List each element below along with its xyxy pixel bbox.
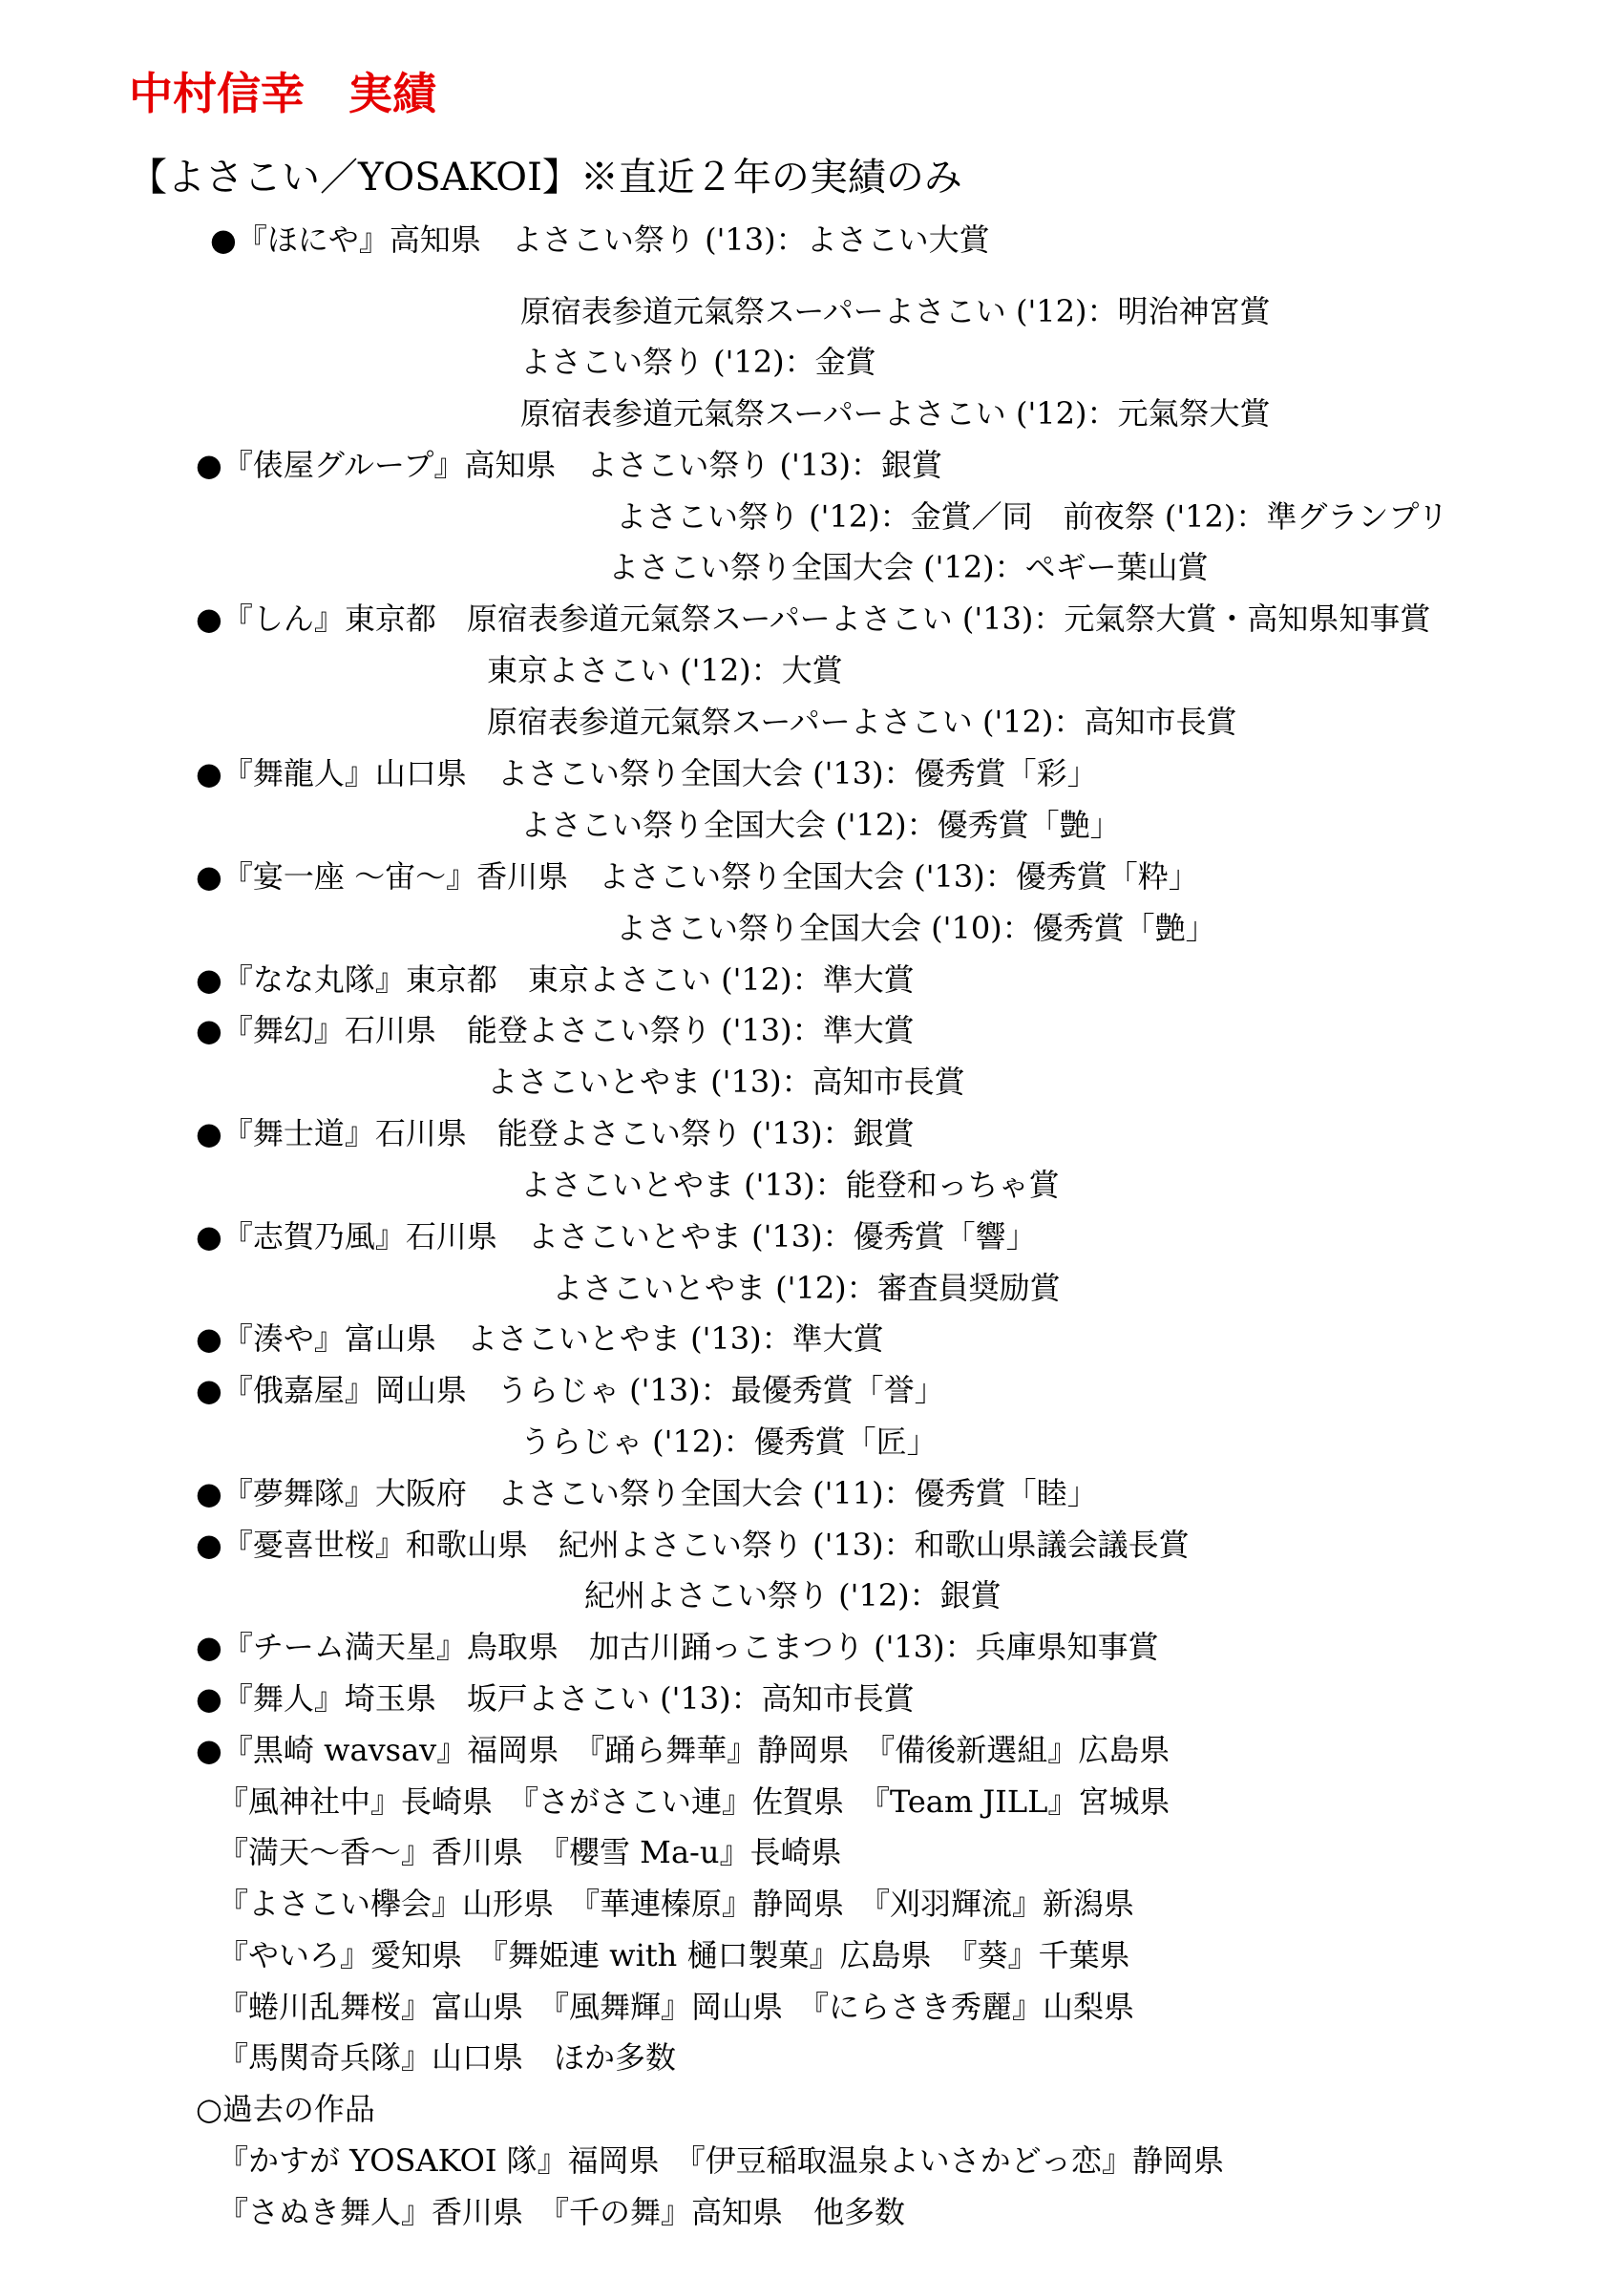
list-item-text: 『馬関奇兵隊』山口県 ほか多数: [218, 2039, 677, 2076]
list-item: [584, 1575, 1002, 1615]
list-item: [218, 1987, 1134, 2027]
list-item-text: 『さぬき舞人』香川県 『千の舞』高知県 他多数: [218, 2194, 906, 2230]
list-item-text: ●『舞龍人』山口県 よさこい祭り全国大会 ('13)：優秀賞「彩」: [196, 755, 1098, 791]
list-item-text: 『かすが YOSAKOI 隊』福岡県 『伊豆稲取温泉よいさかどっ恋』静岡県: [218, 2142, 1225, 2179]
list-item: [210, 220, 990, 260]
list-item-text: よさこい祭り全国大会 ('12)：優秀賞「艶」: [520, 807, 1121, 843]
list-item: [196, 1678, 915, 1719]
list-item: [218, 2037, 676, 2078]
list-item: [487, 702, 1236, 742]
list-item-text: ●『湊や』富山県 よさこいとやま ('13)：準大賞: [196, 1320, 884, 1357]
list-item-text: ●『舞人』埼玉県 坂戸よさこい ('13)：高知市長賞: [196, 1680, 915, 1717]
list-item: [520, 342, 876, 382]
list-item: [487, 650, 843, 690]
list-item: [196, 1525, 1190, 1565]
list-item-text: ●『黒崎 wavsav』福岡県 『踊ら舞華』静岡県 『備後新選組』広島県: [196, 1732, 1171, 1768]
list-item: [520, 393, 1270, 433]
list-item: [218, 1884, 1134, 1924]
list-item-text: よさこいとやま ('12)：審査員奨励賞: [552, 1270, 1061, 1306]
list-item-text: 『風神社中』長崎県 『さがさこい連』佐賀県 『Team JILL』宮城県: [218, 1783, 1171, 1820]
list-item-text: 原宿表参道元氣祭スーパーよさこい ('12)：明治神宮賞: [520, 293, 1271, 329]
list-item: [196, 1473, 1098, 1513]
list-item-text: よさこい祭り全国大会 ('12)：ペギー葉山賞: [608, 549, 1209, 585]
list-item: [487, 1062, 965, 1102]
list-item: [196, 1318, 884, 1359]
list-item-text: ●『俵屋グループ』高知県 よさこい祭り ('13)：銀賞: [196, 447, 943, 483]
list-item: [196, 445, 942, 485]
list-item: [520, 1422, 938, 1462]
list-item: [520, 291, 1270, 331]
list-item-text: ●『夢舞隊』大阪府 よさこい祭り全国大会 ('11)：優秀賞「睦」: [196, 1475, 1098, 1511]
list-item: [218, 1782, 1170, 1822]
list-item: [196, 1216, 1037, 1256]
list-item-text: ○過去の作品: [196, 2091, 375, 2127]
list-item-text: ●『憂喜世桜』和歌山県 紀州よさこい祭り ('13)：和歌山県議会議長賞: [196, 1527, 1190, 1563]
list-item-text: よさこい祭り ('12)：金賞: [520, 344, 876, 380]
list-item: [196, 856, 1199, 896]
list-item: [196, 1627, 1159, 1667]
list-item-text: 原宿表参道元氣祭スーパーよさこい ('12)：高知市長賞: [487, 704, 1237, 740]
list-item-text: 『よさこい欅会』山形県 『華連榛原』静岡県 『刈羽輝流』新潟県: [218, 1886, 1135, 1922]
list-item: [196, 1010, 915, 1050]
list-item: [552, 1268, 1061, 1308]
list-item-text: 『やいろ』愛知県 『舞姫連 with 樋口製菓』広島県 『葵』千葉県: [218, 1937, 1130, 1973]
list-item: [196, 1730, 1170, 1770]
list-item-text: ●『しん』東京都 原宿表参道元氣祭スーパーよさこい ('13)：元氣祭大賞・高知県知事賞: [196, 601, 1431, 637]
list-item: [616, 496, 1448, 537]
list-item: [196, 753, 1098, 793]
list-item: [218, 1832, 841, 1872]
list-item-text: ●『なな丸隊』東京都 東京よさこい ('12)：準大賞: [196, 961, 915, 998]
list-item-text: よさこい祭り全国大会 ('10)：優秀賞「艶」: [616, 910, 1216, 946]
list-item-text: 紀州よさこい祭り ('12)：銀賞: [584, 1577, 1002, 1614]
list-item: [218, 2141, 1224, 2181]
title-name: 中村信幸: [129, 68, 305, 119]
list-item: [520, 1165, 1060, 1205]
list-item: [218, 1935, 1129, 1975]
list-item: [608, 547, 1209, 587]
list-item-text: 『蜷川乱舞桜』富山県 『風舞輝』岡山県 『にらさき秀麗』山梨県: [218, 1989, 1135, 2025]
list-item-text: よさこいとやま ('13)：能登和っちゃ賞: [520, 1167, 1060, 1203]
list-item: [196, 599, 1430, 639]
list-item-text: ●『舞幻』石川県 能登よさこい祭り ('13)：準大賞: [196, 1012, 915, 1048]
list-item-text: ●『チーム満天星』鳥取県 加古川踊っこまつり ('13)：兵庫県知事賞: [196, 1629, 1159, 1665]
list-item: [520, 805, 1121, 845]
list-item-text: 『満天～香～』香川県 『櫻雪 Ma-u』長崎県: [218, 1834, 842, 1870]
list-item-text: 東京よさこい ('12)：大賞: [487, 652, 843, 688]
list-item-text: よさこいとやま ('13)：高知市長賞: [487, 1064, 965, 1100]
list-item-text: うらじゃ ('12)：優秀賞「匠」: [520, 1424, 938, 1460]
list-item-text: 原宿表参道元氣祭スーパーよさこい ('12)：元氣祭大賞: [520, 395, 1271, 432]
list-item-text: よさこい祭り ('12)：金賞／同 前夜祭 ('12)：準グランプリ: [616, 498, 1449, 535]
list-item: [196, 1370, 945, 1410]
list-item: [218, 2192, 905, 2232]
title-label: 実績: [348, 68, 436, 119]
list-item-text: ●『俄嘉屋』岡山県 うらじゃ ('13)：最優秀賞「誉」: [196, 1372, 945, 1408]
section-heading: 【よさこい／YOSAKOI】※直近２年の実績のみ: [129, 156, 962, 200]
list-item: [616, 908, 1216, 948]
list-item-text: ●『ほにや』高知県 よさこい祭り ('13)：よさこい大賞: [210, 221, 990, 258]
list-item-text: ●『宴一座 ～宙～』香川県 よさこい祭り全国大会 ('13)：優秀賞「粋」: [196, 858, 1199, 895]
list-item: [196, 1113, 915, 1153]
page-title: [129, 65, 436, 122]
list-item: [196, 960, 915, 1000]
list-item-text: ●『志賀乃風』石川県 よさこいとやま ('13)：優秀賞「響」: [196, 1218, 1037, 1255]
list-item: [196, 2089, 375, 2129]
list-item-text: ●『舞士道』石川県 能登よさこい祭り ('13)：銀賞: [196, 1115, 915, 1151]
